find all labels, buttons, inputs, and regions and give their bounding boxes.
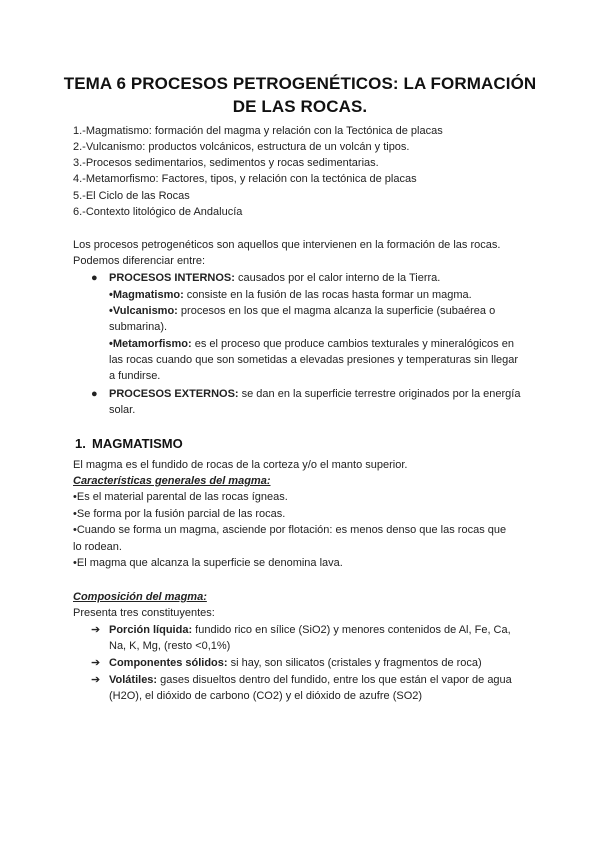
magmatismo-label: •Magmatismo: — [109, 289, 184, 301]
caracteristicas-heading: Características generales del magma: — [73, 475, 271, 487]
volatiles-label: Volátiles: — [109, 674, 158, 686]
vulcanismo-label: •Vulcanismo: — [109, 305, 178, 317]
volatiles-text-cont: (H2O), el dióxido de carbono (CO2) y el dióxido de azufre (SO2) — [109, 690, 423, 702]
title-line-2: DE LAS ROCAS. — [232, 97, 368, 116]
toc-item: 6.-Contexto litológico de Andalucía — [73, 206, 243, 218]
vulcanismo-item — [109, 303, 495, 319]
componentes-solidos-text: si hay, son silicatos (cristales y fragmentos de roca) — [227, 657, 482, 669]
bullet-icon: ● — [91, 272, 98, 284]
section-number: 1. — [75, 436, 86, 451]
metamorfismo-item — [109, 336, 514, 352]
intro-line-2: Podemos diferenciar entre: — [73, 255, 206, 267]
toc-item: 3.-Procesos sedimentarios, sedimentos y rocas sedimentarias. — [73, 157, 379, 169]
magmatismo-item — [109, 287, 472, 303]
procesos-internos-label: PROCESOS INTERNOS: — [109, 272, 235, 284]
porcion-liquida — [109, 622, 511, 638]
toc-item: 2.-Vulcanismo: productos volcánicos, estructura de un volcán y tipos. — [73, 141, 410, 153]
componentes-solidos — [109, 655, 482, 671]
vulcanismo-text-cont: submarina). — [109, 321, 168, 333]
intro-line-1: Los procesos petrogenéticos son aquellos que intervienen en la formación de las rocas. — [73, 239, 501, 251]
procesos-externos-text: se dan en la superficie terrestre originados por la energía — [238, 388, 521, 400]
arrow-icon: ➔ — [91, 624, 101, 636]
arrow-icon: ➔ — [91, 657, 101, 669]
title-line-1: TEMA 6 PROCESOS PETROGENÉTICOS: LA FORMACIÓN — [63, 74, 537, 93]
procesos-internos-text: causados por el calor interno de la Tierra. — [234, 272, 441, 284]
caracteristica-item: •El magma que alcanza la superficie se denomina lava. — [73, 557, 343, 569]
bullet-icon: ● — [91, 388, 98, 400]
section-heading: MAGMATISMO — [92, 436, 183, 451]
magma-definition: El magma es el fundido de rocas de la corteza y/o el manto superior. — [73, 459, 408, 471]
procesos-externos-text-cont: solar. — [109, 404, 136, 416]
vulcanismo-text: procesos en los que el magma alcanza la superficie (subaérea o — [177, 305, 496, 317]
caracteristica-item: •Es el material parental de las rocas ígneas. — [73, 491, 288, 503]
componentes-solidos-label: Componentes sólidos: — [109, 657, 228, 669]
volatiles-text: gases disueltos dentro del fundido, entre los que están el vapor de agua — [157, 674, 512, 686]
metamorfismo-text-cont: a fundirse. — [109, 370, 161, 382]
porcion-liquida-text-cont: Na, K, Mg, (resto <0,1%) — [109, 640, 231, 652]
porcion-liquida-text: fundido rico en sílice (SiO2) y menores contenidos de Al, Fe, Ca, — [192, 624, 511, 636]
composicion-intro: Presenta tres constituyentes: — [73, 607, 215, 619]
caracteristica-item: lo rodean. — [73, 541, 122, 553]
caracteristica-item: •Se forma por la fusión parcial de las rocas. — [73, 508, 286, 520]
magmatismo-text: consiste en la fusión de las rocas hasta formar un magma. — [183, 289, 472, 301]
toc-item: 5.-El Ciclo de las Rocas — [73, 190, 190, 202]
composicion-heading: Composición del magma: — [73, 591, 207, 603]
metamorfismo-label: •Metamorfismo: — [109, 338, 192, 350]
volatiles — [109, 672, 512, 688]
metamorfismo-text-cont: las rocas cuando que son sometidas a elevadas presiones y temperaturas sin llegar — [109, 354, 519, 366]
toc-item: 1.-Magmatismo: formación del magma y relación con la Tectónica de placas — [73, 125, 443, 137]
metamorfismo-text: es el proceso que produce cambios texturales y mineralógicos en — [191, 338, 514, 350]
procesos-internos — [109, 270, 440, 286]
procesos-externos — [109, 386, 520, 402]
toc-item: 4.-Metamorfismo: Factores, tipos, y relación con la tectónica de placas — [73, 173, 417, 185]
porcion-liquida-label: Porción líquida: — [109, 624, 193, 636]
caracteristica-item: •Cuando se forma un magma, asciende por flotación: es menos denso que las rocas que — [73, 524, 507, 536]
procesos-externos-label: PROCESOS EXTERNOS: — [109, 388, 239, 400]
arrow-icon: ➔ — [91, 674, 101, 686]
